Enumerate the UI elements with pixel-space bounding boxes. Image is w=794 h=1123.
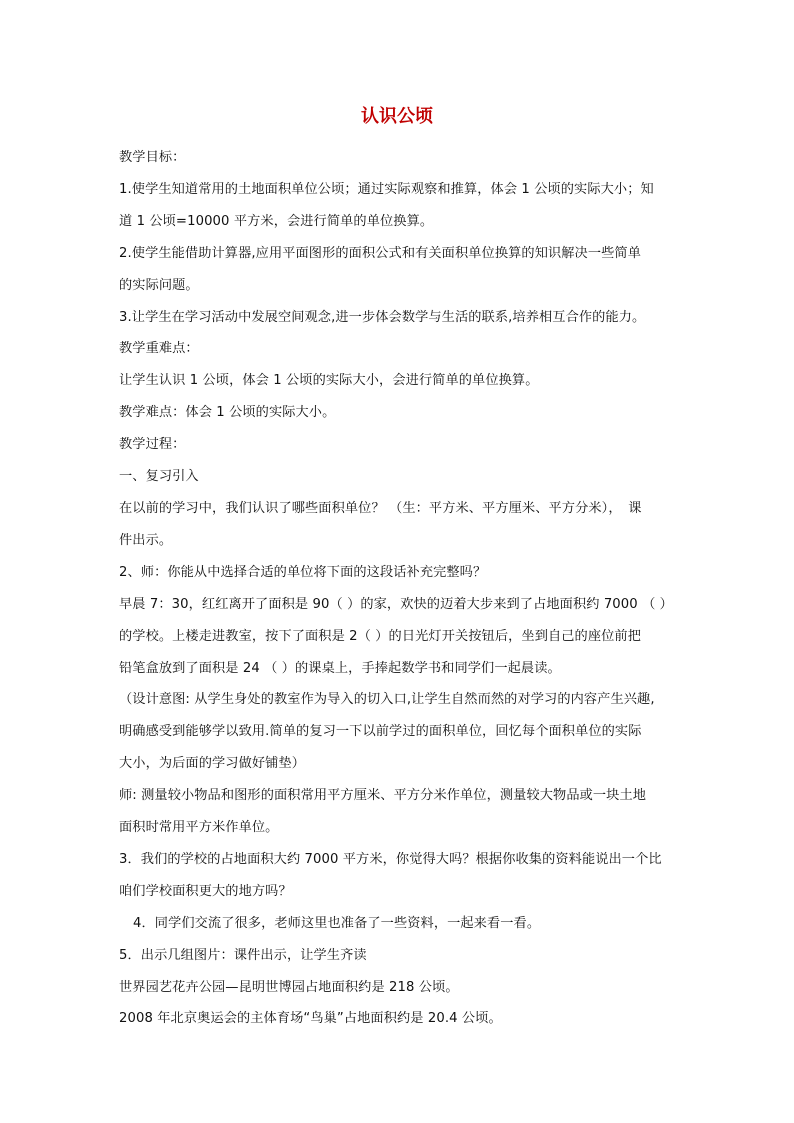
paragraph-line: 的学校。上楼走进教室，按下了面积是 2（ ）的日光灯开关按钮后，坐到自己的座位前把 bbox=[119, 628, 641, 644]
paragraph-line: 大小，为后面的学习做好铺垫） bbox=[119, 756, 306, 772]
paragraph-line: 教学难点：体会 1 公顷的实际大小。 bbox=[119, 405, 336, 421]
paragraph-line: 师: 测量较小物品和图形的面积常用平方厘米、平方分米作单位，测量较大物品或一块土地 bbox=[119, 788, 647, 804]
paragraph-line: 道 1 公顷=10000 平方米，会进行简单的单位换算。 bbox=[119, 213, 434, 229]
paragraph-line: 3.让学生在学习活动中发展空间观念,进一步体会数学与生活的联系,培养相互合作的能力。 bbox=[119, 309, 646, 325]
paragraph-line: 2008 年北京奥运会的主体育场“鸟巢”占地面积约是 20.4 公顷。 bbox=[119, 1011, 502, 1027]
paragraph-line: 咱们学校面积更大的地方吗？ bbox=[119, 883, 292, 899]
paragraph-line: 4．同学们交流了很多，老师这里也准备了一些资料，一起来看一看。 bbox=[133, 915, 541, 931]
subsection-heading: 一、复习引入 bbox=[119, 469, 199, 485]
paragraph-line: 的实际问题。 bbox=[119, 277, 199, 293]
section-heading-key-points: 教学重难点： bbox=[119, 341, 199, 357]
paragraph-line: 3．我们的学校的占地面积大约 7000 平方米，你觉得大吗？根据你收集的资料能说出一个比 bbox=[119, 851, 662, 867]
document-body bbox=[119, 142, 679, 1035]
paragraph-line: 在以前的学习中，我们认识了哪些面积单位？ （生：平方米、平方厘米、平方分米）， 课 bbox=[119, 500, 642, 516]
paragraph-line: 世界园艺花卉公园—昆明世博园占地面积约是 218 公顷。 bbox=[119, 979, 459, 995]
paragraph-line: （设计意图: 从学生身处的教室作为导入的切入口,让学生自然而然的对学习的内容产生兴趣, bbox=[119, 692, 655, 708]
paragraph-line: 让学生认识 1 公顷，体会 1 公顷的实际大小，会进行简单的单位换算。 bbox=[119, 373, 539, 389]
paragraph-line: 早晨 7：30，红红离开了面积是 90（ ）的家，欢快的迈着大步来到了占地面积约 7000 （ ） bbox=[119, 596, 673, 612]
paragraph-line: 面积时常用平方米作单位。 bbox=[119, 820, 279, 836]
paragraph-line: 5．出示几组图片：课件出示，让学生齐读 bbox=[119, 947, 367, 963]
paragraph-line: 件出示。 bbox=[119, 532, 173, 548]
document-title: 认识公顷 bbox=[361, 106, 433, 127]
paragraph-line: 明确感受到能够学以致用.简单的复习一下以前学过的面积单位，回忆每个面积单位的实际 bbox=[119, 724, 642, 740]
paragraph-line: 2、师：你能从中选择合适的单位将下面的这段话补充完整吗？ bbox=[119, 564, 487, 580]
paragraph-line: 1.使学生知道常用的土地面积单位公顷；通过实际观察和推算，体会 1 公顷的实际大小；知 bbox=[119, 181, 654, 197]
section-heading-process: 教学过程： bbox=[119, 437, 186, 453]
section-heading-objectives: 教学目标： bbox=[119, 150, 186, 165]
paragraph-line: 2.使学生能借助计算器,应用平面图形的面积公式和有关面积单位换算的知识解决一些简单 bbox=[119, 245, 641, 261]
paragraph-line: 铅笔盒放到了面积是 24 （ ）的课桌上，手捧起数学书和同学们一起晨读。 bbox=[119, 660, 561, 676]
